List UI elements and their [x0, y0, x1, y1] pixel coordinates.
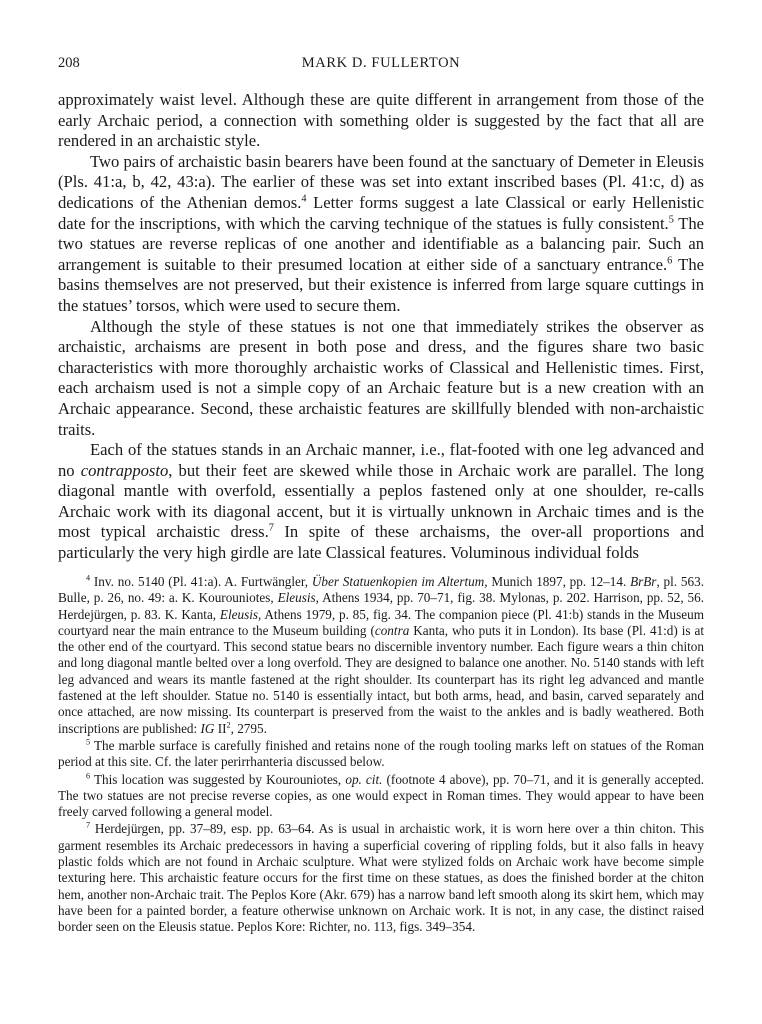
paragraph-1: approximately waist level. Although these are quite different in arrangement from those of the early Archaic period, a connection with something older is suggested by the fact that all are rendered in an archaistic style.: [58, 90, 704, 151]
text-run: This location was suggested by Kourouniotes,: [90, 771, 346, 787]
text-run: Two pairs of archaistic basin bearers have been found at the sanctuary of Demeter in Eleusis (Pls. 41:a, b, 42, 43:a). The earlier of these was set into extant inscribed bases (Pl. 41:c, d) as dedications of the Athenian demos.: [58, 151, 704, 212]
page-header: [58, 55, 704, 75]
italic-title: BrBr: [630, 574, 657, 589]
text-run: Kanta, who puts it in London). Its base (Pl. 41:d) is at the other end of the courtyard. This second statue bears no discernible inventory number. Each figure wears a thin chiton and long diagonal mantle belted over a long overfold. They are designed to balance one another. No. 5140 stands with left leg advanced and wears its mantle fastened at the right shoulder. Its counterpart has its right leg advanced and mantle fastened at the left shoulder. Statue no. 5140 is essentially intact, but both arms, head, and basin, carved separately and once attached, are now missing. Its counterpart is preserved from the waist to the ankles and is badly weathered. Both inscriptions are published:: [58, 622, 705, 736]
italic-title: IG: [200, 720, 215, 736]
text-run: The marble surface is carefully finished and retains none of the rough tooling marks left on statues of the Roman period at this site. Cf. the later perirrhanteria discussed below.: [58, 737, 704, 770]
running-head: MARK D. FULLERTON: [301, 55, 461, 71]
paragraph-2: [58, 152, 704, 317]
text-run: , Athens 1979, p. 85, fig. 34. The companion piece (Pl. 41:b) stands in the Museum courtyard near the main entrance to the Museum building (: [58, 606, 704, 638]
footnote-7: [58, 821, 704, 935]
text-run: , 2795.: [230, 720, 267, 736]
footnote-number: 5: [86, 737, 91, 747]
footnote-number: 4: [86, 573, 91, 583]
italic-title: Eleusis: [219, 606, 259, 622]
footnote-ref-7: 7: [268, 522, 274, 534]
text-run: In spite of these archaisms, the over-all proportions and particularly the very high girdle are late Classical features. Voluminous individual folds: [58, 522, 705, 563]
text-run: II: [214, 720, 227, 736]
text-run: , but their feet are skewed while those in Archaic work are parallel. The long diagonal mantle with overfold, essentially a peplos fastened only at one shoulder, re-calls Archaic work with its diagonal accent, but it is virtually unknown in Archaic times and is the most typical archaistic dress.: [58, 460, 704, 542]
footnote-ref-4: 4: [301, 193, 307, 205]
footnote-ref-5: 5: [668, 214, 674, 226]
text-run: , Munich 1897, pp. 12–14.: [484, 574, 631, 589]
body-text: [58, 90, 704, 564]
text-run: Inv. no. 5140 (Pl. 41:a). A. Furtwängler,: [90, 574, 312, 589]
text-run: (footnote 4 above), pp. 70–71, and it is generally accepted. The two statues are not precise reverse copies, as one would expect in Roman times. They would appear to have been freely carved following a general model.: [58, 771, 705, 820]
paragraph-3: Although the style of these statues is not one that immediately strikes the observer as archaistic, archaisms are present in both pose and dress, and the figures share two basic characteristics with more thoroughly archaistic works of Classical and Hellenistic times. First, each archaism used is not a simple copy of an Archaic feature but is a new creation with an Archaic appearance. Second, these archaistic features are skillfully blended with non-archaistic traits.: [58, 316, 704, 439]
page-number: 208: [58, 55, 80, 71]
italic-term: op. cit.: [345, 771, 383, 787]
italic-title: Über Statuenkopien im Altertum: [311, 574, 485, 589]
paragraph-4: [58, 440, 704, 564]
footnote-5: [58, 738, 704, 771]
text-run: The two statues are reverse replicas of one another and identifiable as a balancing pair. Such an arrangement is suitable to their presumed location at either side of a sanctuary entrance.: [58, 213, 704, 274]
text-run: , Athens 1934, pp. 70–71, fig. 38. Mylonas, p. 202. Harrison, pp. 52, 56. Herdejürgen, p. 83. K. Kanta,: [58, 590, 704, 622]
text-run: Each of the statues stands in an Archaic manner, i.e., flat-footed with one leg advanced and no: [58, 440, 704, 480]
footnote-4: [58, 574, 704, 737]
italic-title: Eleusis: [277, 590, 316, 606]
text-run: The basins themselves are not preserved, but their existence is inferred from large square cuttings in the statues’ torsos, which were used to secure them.: [58, 254, 704, 315]
text-run: , pl. 563. Bulle, p. 26, no. 49: a. K. Kourouniotes,: [58, 574, 704, 606]
footnotes: [58, 574, 704, 937]
footnote-6: [58, 772, 704, 821]
italic-term: contrapposto: [80, 460, 169, 480]
footnote-number: 7: [86, 821, 91, 831]
footnote-ref-6: 6: [667, 255, 673, 267]
footnote-number: 6: [86, 771, 91, 781]
text-run: Herdejürgen, pp. 37–89, esp. pp. 63–64. As is usual in archaistic work, it is worn here over a thin chiton. This garment resembles its Archaic predecessors in having a superficial covering of rippling folds, but it also falls in heavy plastic folds which are not found in Archaic sculpture. What were stylized folds on Archaic work have become simple texturing here. This archaistic feature occurs for the first time on these statues, as does the finished border at the chiton hem, another non-Archaic trait. The Peplos Kore (Akr. 679) has a narrow band left smooth along its skirt hem, which may have been for a painted border, a feature otherwise unknown on Archaic work. It is not, in any case, the distinct raised border seen on the Eleusis statue. Peplos Kore: Richter, no. 113, figs. 349–354.: [58, 821, 704, 935]
superscript: 2: [226, 720, 231, 730]
italic-term: contra: [374, 622, 410, 638]
text-run: Letter forms suggest a late Classical or early Hellenistic date for the inscriptions, with which the carving technique of the statues is fully consistent.: [58, 192, 704, 233]
